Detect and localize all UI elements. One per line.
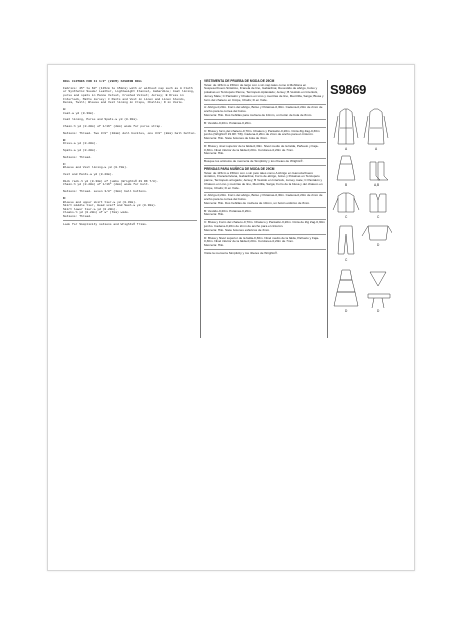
- view-drawings-svg: [330, 104, 392, 314]
- section-c-line: Blouse and Vest lining-¼ yd (0.70m).: [63, 166, 128, 170]
- view-label: D: [345, 309, 348, 313]
- spanish-paragraph: C: Blusa y forro del chaleco-0,70m. Chaleco y Pantalón-0,20m. Cinta Zig Zag-0,30m jumbo (Wrights® #1 RK 7/8). Cadena-0,20m de 2mm de ancho para el cinturón.: [204, 128, 320, 137]
- section-rule: [204, 234, 326, 235]
- coat-front-drawing: [334, 109, 358, 144]
- spats-drawing: [370, 162, 388, 180]
- spanish-paragraph: Mercería: Hilo.: [204, 151, 225, 156]
- spanish-paragraph: A: Abrigo-0,20m. Forro del abrigo, Bolso y Polainas-0,30m. Cadena-0,20m de 2mm de ancho para la correa del bolso.: [204, 193, 323, 202]
- section-a-line: Chain-½ yd (0.20m) of 1/16" (2mm) wide for purse strap.: [63, 125, 163, 129]
- section-c-line: Rick rack-½ yd (0.30m) of jumbo (Wrights® #1 RK 7/8).: [63, 179, 159, 183]
- section-rule: [204, 119, 326, 120]
- section-a-line: Notions: Thread. Two 3/8" (10mm) doll buckles, one 3/8" (8mm) ball button.: [63, 131, 197, 135]
- section-d-line: Skirt lower tier-¼ yd (0.20m).: [63, 207, 118, 211]
- english-fabrics: Fabrics: 45" to 60" (115cm to 150cm) with or without nap such as A Cloth or Synthetic Suede/ Leather, Lightweight Flannel, Gabardine; Coat lining, purse and spats in Panne Velvet, Crushed Velvet; Jersey; B Dress in Interlock, Matte Jersey; C Pants and Vest in Linen and Linen blends, Denim, Twill; Blouse and Vest lining in Crepe, Challis; D in Voile.: [63, 86, 195, 105]
- peasant-blouse-drawing: [362, 226, 392, 240]
- view-label: D: [377, 243, 380, 247]
- section-a-line: Coat lining, Purse and Spats-¼ yd (0.30m).: [63, 118, 139, 122]
- spanish-paragraph: C: Blusa y Forro del chaleco-0,70m. Chaleco y Pantalón-0,20m. Cinta de Zig Zag-0,30m jumbo. Cadena-0,20m de 2mm de ancho para el cinturón.: [204, 220, 325, 229]
- spanish-paragraph: Mercería: Hilo. Dos hebillas para muñeca de 10mm, un botón de bola de 8mm.: [204, 112, 313, 117]
- spanish-paragraph: Mercería: Hilo. Dos hebillas de muñeca de 10mm, un botón esférico de 8mm.: [204, 200, 311, 205]
- section-c-line: Chain-½ yd (0.20m) of 1/16" (2mm) wide for belt.: [63, 183, 150, 187]
- view-label: C: [345, 215, 348, 219]
- section-c-line: Vest and Pants-¼ yd (0.20m).: [63, 172, 114, 176]
- section-a-line: Coat-¼ yd (0.30m).: [63, 111, 96, 115]
- section-c-line: Notions: Thread. seven 3/8" (3mm) ball buttons.: [63, 190, 148, 194]
- section-b-label: B:: [63, 138, 67, 142]
- section-d-line: Cloaks-½ yd (0.20m) of ¼" (7mm) wide.: [63, 211, 130, 215]
- spanish-paragraph: Telas: de 115cm a 150cm de largo con o sin nap tales como A Mohlisna en Suspeso/Cuero Sintético, Franela de lino, Gabardina; Revestido de abrigo, bolso y polainas en Terciopelo Panne, Terciopelo Aplastado; Jersey; B Vestido en Interlock, Jersey Mate; C Pantalón y Chaleco en Lino y mezclas de lino, Mezclilla, Sarga; Blusa y forro del chaleco en Crêpe, Chalís; D en Voile.: [204, 82, 324, 102]
- view-label: C: [377, 215, 380, 219]
- view-label: A: [345, 147, 348, 151]
- section-c-label: C:: [63, 162, 67, 166]
- english-heading: DOLL CLOTHES FOR 11 1/2" (29CM) FASHION DOLL: [63, 80, 143, 83]
- spanish-heading: VESTIMENTA DE PRUEBA DE MODA DE 29CM: [204, 79, 275, 83]
- view-line-drawings: [330, 104, 392, 314]
- section-d-label: D:: [63, 196, 67, 200]
- pants-drawing: [338, 226, 354, 254]
- view-label: A,B: [374, 183, 380, 187]
- tiered-skirt-drawing: [334, 270, 358, 306]
- spanish-paragraph: A: Abrigo-0,20m. Forro del abrigo, Bolso y Polainas-0,30m. Cadena-0,20m de 2mm de ancho para la correa del bolso.: [204, 105, 323, 114]
- footer-rule: [63, 220, 197, 221]
- section-d-line: Notions: Thread.: [63, 214, 92, 218]
- section-d-line: Skirt middle tier, Head scarf and Sash-¼ yd (0.30m).: [63, 204, 157, 208]
- scarf-and-sash-drawing: [368, 272, 390, 308]
- spanish-paragraph: Mercería: Hilo.: [204, 243, 225, 248]
- view-label: D: [377, 309, 380, 313]
- dress-drawing: [337, 156, 355, 180]
- view-label: C: [345, 258, 348, 262]
- spanish-paragraph: Visite la mercería Simplicity y los ribetes de Wrights®.: [204, 250, 278, 255]
- column-divider: [327, 80, 328, 338]
- section-d-line: Blouse and upper skirt tier-¼ yd (0.30m).: [63, 200, 137, 204]
- section-a-label: A:: [63, 107, 67, 111]
- english-footer: Look for Simplicity notions and Wrights® Trims.: [63, 222, 148, 226]
- spanish-paragraph: D: Blusa y Nivel superior de la falda-0,30m. Nivel medio de la falda, Pañuelo y Faja-0,30m. Nivel inferior de la falda-0,20m. Cordones-0,20m de 7mm.: [204, 235, 320, 244]
- blouse-drawing: [333, 193, 359, 212]
- section-b-line: Notions: Thread.: [63, 155, 92, 159]
- spanish-paragraph: B: Vestido-0,20m. Polainas-0,20m.: [204, 208, 252, 213]
- spanish-yardage-column: [204, 80, 326, 256]
- view-label: A: [375, 147, 378, 151]
- spanish-paragraph: Mercería: Hilo.: [204, 212, 225, 217]
- spanish-paragraph: Busque los artículos de mercería de Simplicity y los ribetes de Wrights®.: [204, 159, 304, 164]
- column-divider: [200, 80, 201, 338]
- spanish-paragraph: D: Blusa y nivel superior de la falda-0,30m. Nivel medio de la falda, Pañuelo y Faja-0,30m. Nivel inferior de la falda-0,20m. Cordones-0,20m de 7mm.: [204, 143, 319, 152]
- spanish-heading-2: PRENDAS PARA MUÑECA DE MODA DE 29CM: [204, 167, 275, 172]
- section-rule: [204, 127, 326, 128]
- view-label: B: [345, 183, 348, 187]
- spanish-paragraph: Mercería: Hilo. Siete botones de bola de 3mm.: [204, 136, 268, 140]
- english-yardage-column: [63, 80, 197, 226]
- spanish-paragraph: B: Vestido-0,20m. Polainas-0,20m.: [204, 120, 252, 125]
- section-b-line: Dress-¼ yd (0.20m).: [63, 142, 98, 146]
- spanish-paragraph: Telas: de 115cm a 150cm con o sin pelo tales como A Abrigo en Gamuza/Cuero sintético, Franela liviana, Gabardina; Forro de abrigo, bolso y Polainas en Terciopelo panne, Terciopelo arrugado; Jersey; B Vestido en Interlock, Jersey mate; C Pantalón y Chaleco en Lino y mezclas de lino, Mezclilla, Sarga; Forro de la blusa y del chaleco en Crêpe, Chalís; D en Voile.: [204, 170, 323, 190]
- section-b-line: Spats-¼ yd (0.20m).: [63, 149, 98, 153]
- pattern-number: S9869: [330, 82, 367, 97]
- spanish-paragraph: Mercería: Hilo. Siete botones esféricos de 3mm.: [204, 227, 271, 232]
- coat-back-drawing: [364, 109, 388, 144]
- vest-drawing: [370, 194, 386, 212]
